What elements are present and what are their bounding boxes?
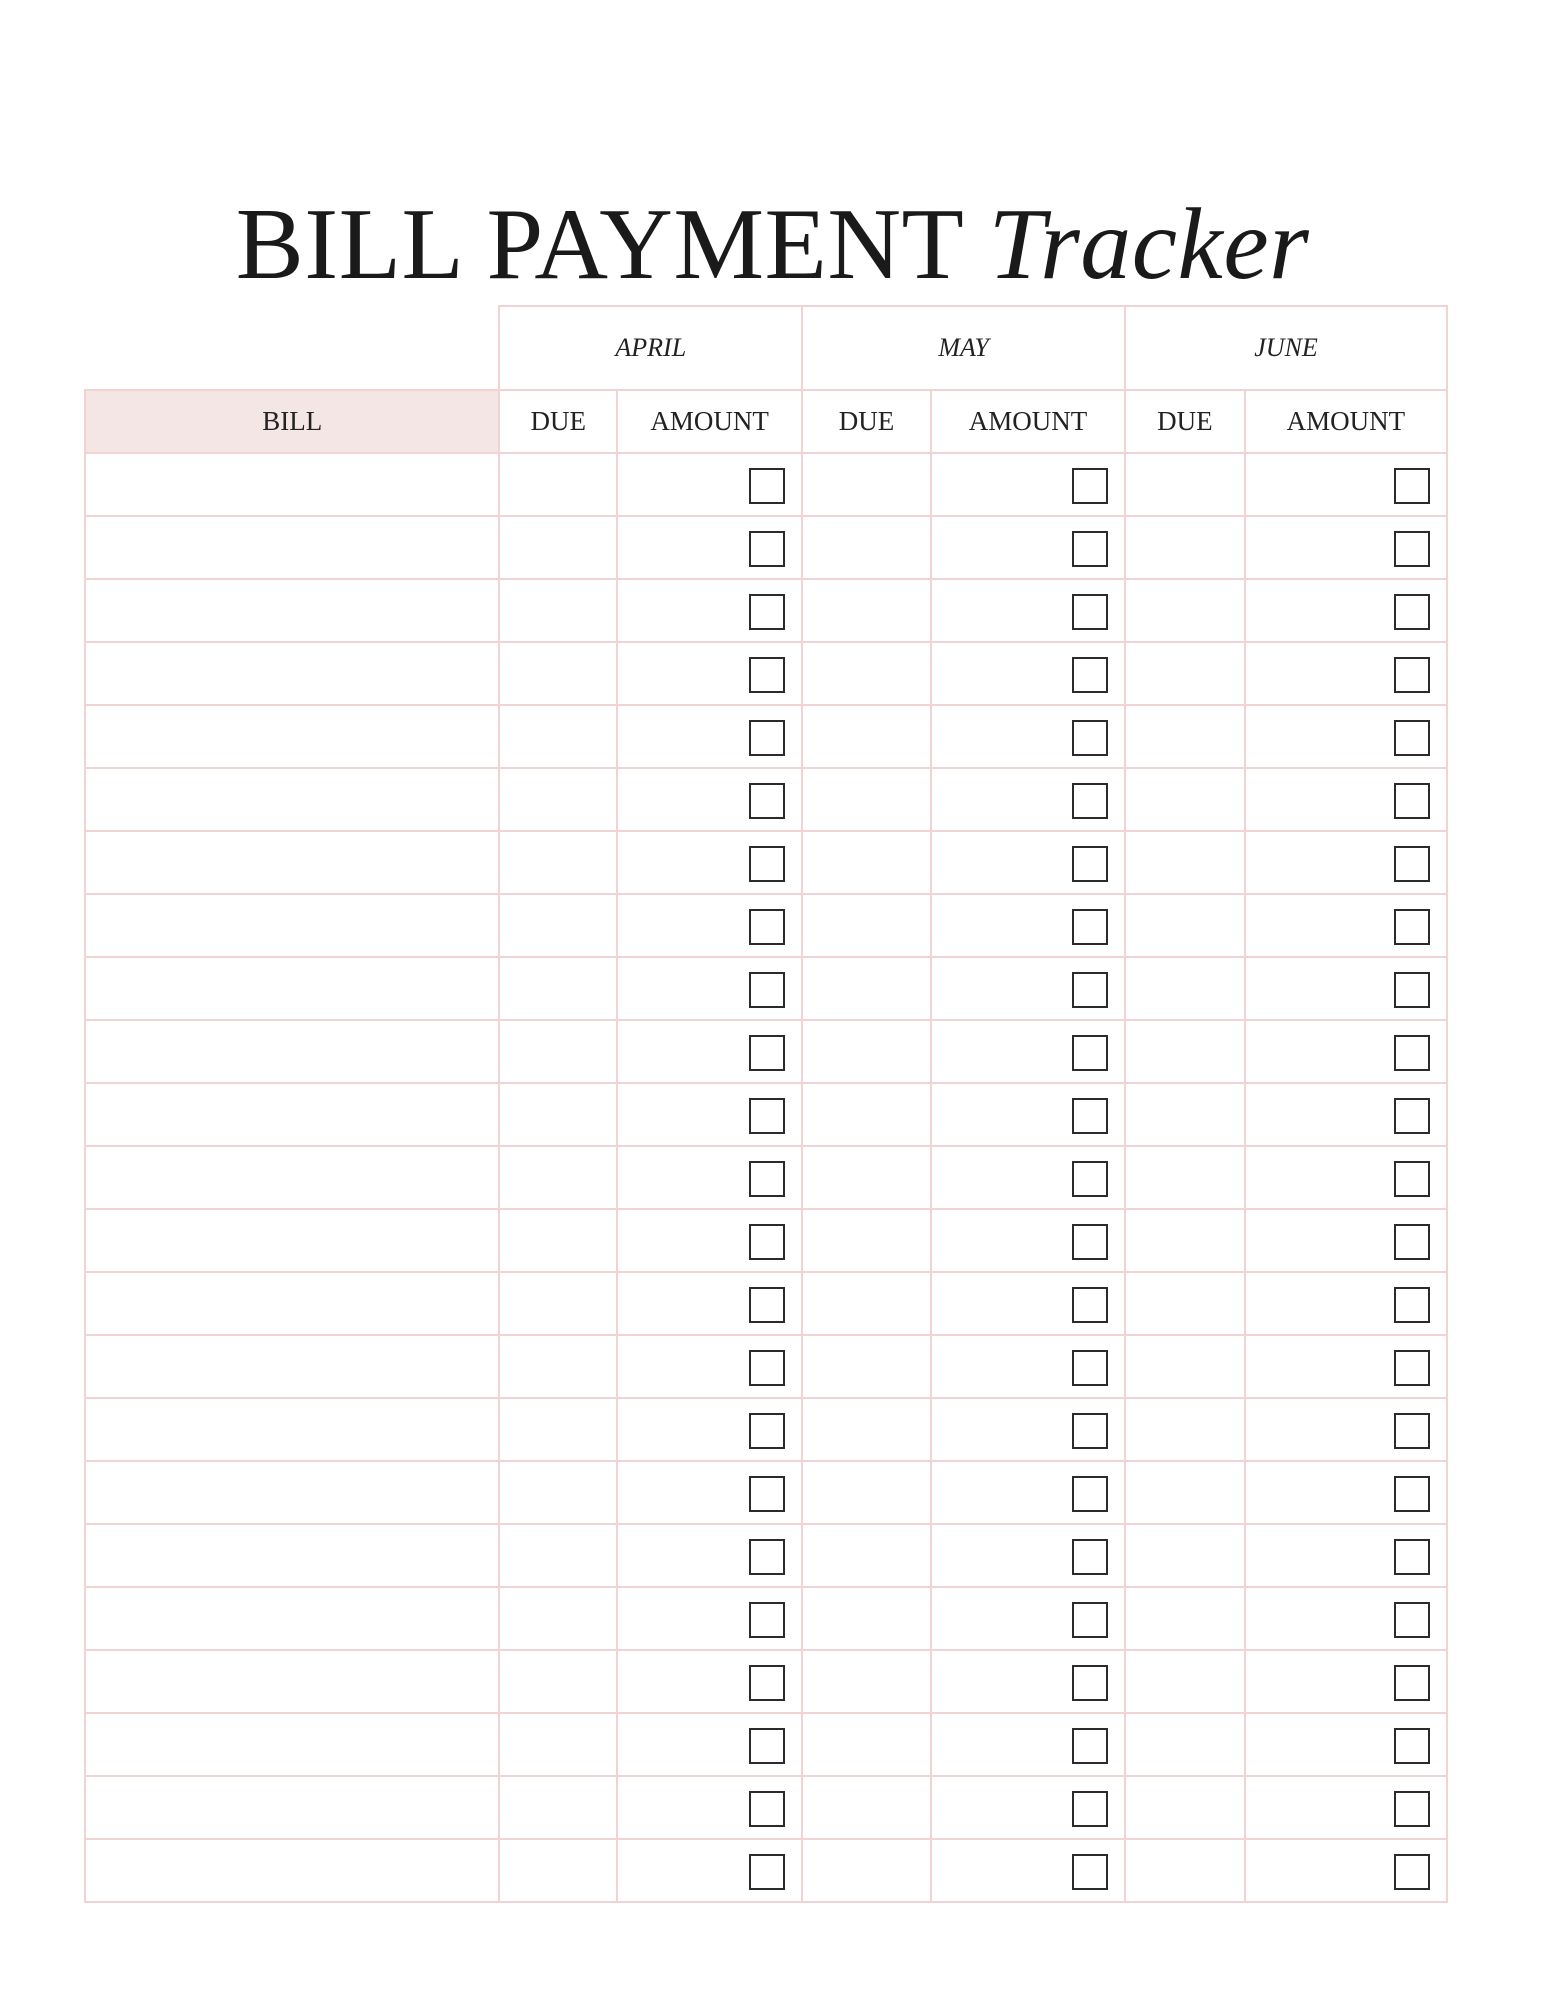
may-amount-cell[interactable] [931,1524,1125,1587]
april-due-cell[interactable] [499,1020,617,1083]
may-amount-cell[interactable] [931,1587,1125,1650]
april-paid-checkbox[interactable] [749,1350,785,1386]
page-title [0,186,1545,303]
may-paid-checkbox[interactable] [1072,1224,1108,1260]
table-row [85,1650,1447,1713]
may-paid-checkbox[interactable] [1072,1665,1108,1701]
table-row [85,1272,1447,1335]
may-paid-checkbox[interactable] [1072,1476,1108,1512]
june-amount-header: AMOUNT [1245,390,1447,453]
may-due-cell[interactable] [802,1776,931,1839]
may-amount-header: AMOUNT [931,390,1125,453]
april-amount-cell[interactable] [617,1020,802,1083]
table-row [85,894,1447,957]
bill-name-cell[interactable] [85,516,499,579]
may-paid-checkbox[interactable] [1072,1602,1108,1638]
june-due-cell[interactable] [1125,1146,1245,1209]
may-paid-checkbox[interactable] [1072,1539,1108,1575]
june-amount-cell[interactable] [1245,1272,1447,1335]
may-due-cell[interactable] [802,1335,931,1398]
june-due-cell[interactable] [1125,831,1245,894]
may-due-cell[interactable] [802,579,931,642]
table-row [85,1146,1447,1209]
june-paid-checkbox[interactable] [1394,1287,1430,1323]
april-amount-cell[interactable] [617,1146,802,1209]
may-amount-cell[interactable] [931,1272,1125,1335]
may-due-cell[interactable] [802,1713,931,1776]
june-paid-checkbox[interactable] [1394,468,1430,504]
may-due-cell[interactable] [802,642,931,705]
may-due-cell[interactable] [802,1461,931,1524]
april-paid-checkbox[interactable] [749,1539,785,1575]
april-due-cell[interactable] [499,705,617,768]
april-amount-cell[interactable] [617,894,802,957]
june-paid-checkbox[interactable] [1394,1035,1430,1071]
may-amount-cell[interactable] [931,1209,1125,1272]
april-paid-checkbox[interactable] [749,594,785,630]
june-amount-cell[interactable] [1245,1776,1447,1839]
june-amount-cell[interactable] [1245,1335,1447,1398]
april-paid-checkbox[interactable] [749,1413,785,1449]
bill-name-cell[interactable] [85,705,499,768]
june-amount-cell[interactable] [1245,1020,1447,1083]
june-paid-checkbox[interactable] [1394,909,1430,945]
april-due-cell[interactable] [499,831,617,894]
may-due-cell[interactable] [802,894,931,957]
june-paid-checkbox[interactable] [1394,972,1430,1008]
april-due-cell[interactable] [499,1587,617,1650]
may-paid-checkbox[interactable] [1072,1413,1108,1449]
june-due-cell[interactable] [1125,453,1245,516]
bill-name-cell[interactable] [85,1776,499,1839]
may-paid-checkbox[interactable] [1072,1098,1108,1134]
may-due-cell[interactable] [802,1272,931,1335]
april-paid-checkbox[interactable] [749,657,785,693]
june-due-cell[interactable] [1125,894,1245,957]
april-amount-cell[interactable] [617,1650,802,1713]
june-due-cell[interactable] [1125,1461,1245,1524]
april-amount-cell[interactable] [617,1776,802,1839]
may-due-cell[interactable] [802,1209,931,1272]
april-due-cell[interactable] [499,894,617,957]
title-main: BILL PAYMENT [235,188,963,302]
bill-name-cell[interactable] [85,1146,499,1209]
april-due-cell[interactable] [499,1209,617,1272]
bill-name-cell[interactable] [85,1209,499,1272]
bill-name-cell[interactable] [85,768,499,831]
month-header-row [85,306,1447,390]
june-paid-checkbox[interactable] [1394,1854,1430,1890]
april-paid-checkbox[interactable] [749,1098,785,1134]
april-due-cell[interactable] [499,1146,617,1209]
april-amount-cell[interactable] [617,1713,802,1776]
bill-name-cell[interactable] [85,1398,499,1461]
june-due-cell[interactable] [1125,642,1245,705]
april-paid-checkbox[interactable] [749,972,785,1008]
june-due-header: DUE [1125,390,1245,453]
may-due-cell[interactable] [802,516,931,579]
may-amount-cell[interactable] [931,1083,1125,1146]
april-amount-cell[interactable] [617,1083,802,1146]
table-row [85,1020,1447,1083]
june-paid-checkbox[interactable] [1394,1539,1430,1575]
june-paid-checkbox[interactable] [1394,1728,1430,1764]
june-paid-checkbox[interactable] [1394,783,1430,819]
june-amount-cell[interactable] [1245,705,1447,768]
june-paid-checkbox[interactable] [1394,1098,1430,1134]
june-paid-checkbox[interactable] [1394,657,1430,693]
april-due-cell[interactable] [499,642,617,705]
june-amount-cell[interactable] [1245,1650,1447,1713]
june-paid-checkbox[interactable] [1394,531,1430,567]
may-due-cell[interactable] [802,1587,931,1650]
may-amount-cell[interactable] [931,516,1125,579]
june-due-cell[interactable] [1125,1083,1245,1146]
may-paid-checkbox[interactable] [1072,657,1108,693]
may-due-cell[interactable] [802,957,931,1020]
june-due-cell[interactable] [1125,1839,1245,1902]
may-paid-checkbox[interactable] [1072,720,1108,756]
april-amount-cell[interactable] [617,1398,802,1461]
june-due-cell[interactable] [1125,1398,1245,1461]
bill-name-cell[interactable] [85,831,499,894]
april-amount-cell[interactable] [617,1524,802,1587]
april-due-cell[interactable] [499,1335,617,1398]
april-paid-checkbox[interactable] [749,1476,785,1512]
table-row [85,579,1447,642]
april-due-header: DUE [499,390,617,453]
may-due-cell[interactable] [802,1524,931,1587]
table-row [85,957,1447,1020]
june-due-cell[interactable] [1125,705,1245,768]
bill-name-cell[interactable] [85,1587,499,1650]
april-due-cell[interactable] [499,957,617,1020]
april-due-cell[interactable] [499,1650,617,1713]
may-amount-cell[interactable] [931,768,1125,831]
june-amount-cell[interactable] [1245,1398,1447,1461]
may-amount-cell[interactable] [931,1839,1125,1902]
tracker-body [85,453,1447,1902]
june-paid-checkbox[interactable] [1394,720,1430,756]
table-row [85,1335,1447,1398]
bill-column-header: BILL [85,390,499,453]
april-paid-checkbox[interactable] [749,1791,785,1827]
bill-tracker-table [84,305,1448,1903]
june-due-cell[interactable] [1125,1020,1245,1083]
may-paid-checkbox[interactable] [1072,594,1108,630]
april-amount-cell[interactable] [617,1461,802,1524]
april-due-cell[interactable] [499,1461,617,1524]
june-paid-checkbox[interactable] [1394,1665,1430,1701]
april-paid-checkbox[interactable] [749,1161,785,1197]
table-row [85,642,1447,705]
april-amount-cell[interactable] [617,1839,802,1902]
may-amount-cell[interactable] [931,1461,1125,1524]
table-row [85,831,1447,894]
april-due-cell[interactable] [499,579,617,642]
april-due-cell[interactable] [499,453,617,516]
may-due-cell[interactable] [802,1650,931,1713]
may-amount-cell[interactable] [931,1776,1125,1839]
june-paid-checkbox[interactable] [1394,1413,1430,1449]
bill-name-cell[interactable] [85,1272,499,1335]
may-paid-checkbox[interactable] [1072,1350,1108,1386]
april-paid-checkbox[interactable] [749,468,785,504]
bill-name-cell[interactable] [85,1839,499,1902]
may-amount-cell[interactable] [931,1020,1125,1083]
may-amount-cell[interactable] [931,894,1125,957]
table-row [85,1083,1447,1146]
april-amount-cell[interactable] [617,1209,802,1272]
may-amount-cell[interactable] [931,831,1125,894]
bill-name-cell[interactable] [85,453,499,516]
bill-name-cell[interactable] [85,894,499,957]
april-due-cell[interactable] [499,1776,617,1839]
may-paid-checkbox[interactable] [1072,531,1108,567]
june-due-cell[interactable] [1125,516,1245,579]
april-due-cell[interactable] [499,1272,617,1335]
may-due-cell[interactable] [802,453,931,516]
june-paid-checkbox[interactable] [1394,1602,1430,1638]
may-paid-checkbox[interactable] [1072,1287,1108,1323]
april-paid-checkbox[interactable] [749,1665,785,1701]
april-due-cell[interactable] [499,1524,617,1587]
june-amount-cell[interactable] [1245,453,1447,516]
june-amount-cell[interactable] [1245,1461,1447,1524]
may-amount-cell[interactable] [931,1146,1125,1209]
june-paid-checkbox[interactable] [1394,1224,1430,1260]
may-amount-cell[interactable] [931,453,1125,516]
table-row [85,1587,1447,1650]
bill-name-cell[interactable] [85,1524,499,1587]
may-paid-checkbox[interactable] [1072,1728,1108,1764]
table-row [85,1524,1447,1587]
april-amount-cell[interactable] [617,642,802,705]
may-paid-checkbox[interactable] [1072,972,1108,1008]
april-paid-checkbox[interactable] [749,783,785,819]
bill-name-cell[interactable] [85,1083,499,1146]
june-amount-cell[interactable] [1245,957,1447,1020]
june-due-cell[interactable] [1125,1713,1245,1776]
bill-name-cell[interactable] [85,579,499,642]
may-paid-checkbox[interactable] [1072,909,1108,945]
table-row [85,768,1447,831]
may-due-cell[interactable] [802,1398,931,1461]
june-due-cell[interactable] [1125,957,1245,1020]
table-row [85,1461,1447,1524]
table-row [85,516,1447,579]
june-due-cell[interactable] [1125,579,1245,642]
june-due-cell[interactable] [1125,1587,1245,1650]
june-amount-cell[interactable] [1245,1524,1447,1587]
june-amount-cell[interactable] [1245,894,1447,957]
april-amount-cell[interactable] [617,768,802,831]
june-paid-checkbox[interactable] [1394,1161,1430,1197]
april-amount-cell[interactable] [617,453,802,516]
april-paid-checkbox[interactable] [749,1035,785,1071]
may-paid-checkbox[interactable] [1072,846,1108,882]
april-amount-cell[interactable] [617,579,802,642]
may-amount-cell[interactable] [931,1398,1125,1461]
may-due-cell[interactable] [802,1083,931,1146]
april-amount-cell[interactable] [617,957,802,1020]
june-paid-checkbox[interactable] [1394,1350,1430,1386]
april-paid-checkbox[interactable] [749,1287,785,1323]
may-paid-checkbox[interactable] [1072,1161,1108,1197]
april-amount-cell[interactable] [617,831,802,894]
april-paid-checkbox[interactable] [749,1602,785,1638]
april-due-cell[interactable] [499,1083,617,1146]
april-paid-checkbox[interactable] [749,1854,785,1890]
may-amount-cell[interactable] [931,1335,1125,1398]
june-amount-cell[interactable] [1245,579,1447,642]
bill-name-cell[interactable] [85,1020,499,1083]
bill-name-cell[interactable] [85,642,499,705]
may-amount-cell[interactable] [931,1650,1125,1713]
june-due-cell[interactable] [1125,768,1245,831]
april-amount-cell[interactable] [617,1272,802,1335]
april-paid-checkbox[interactable] [749,720,785,756]
may-due-header: DUE [802,390,931,453]
bill-name-cell[interactable] [85,1461,499,1524]
june-due-cell[interactable] [1125,1524,1245,1587]
bill-name-cell[interactable] [85,957,499,1020]
table-row [85,705,1447,768]
june-due-cell[interactable] [1125,1272,1245,1335]
june-paid-checkbox[interactable] [1394,1791,1430,1827]
may-amount-cell[interactable] [931,579,1125,642]
table-row [85,1398,1447,1461]
april-paid-checkbox[interactable] [749,909,785,945]
june-amount-cell[interactable] [1245,1839,1447,1902]
column-header-row [85,390,1447,453]
may-due-cell[interactable] [802,705,931,768]
may-paid-checkbox[interactable] [1072,1854,1108,1890]
june-due-cell[interactable] [1125,1650,1245,1713]
bill-name-cell[interactable] [85,1713,499,1776]
may-due-cell[interactable] [802,831,931,894]
may-paid-checkbox[interactable] [1072,1035,1108,1071]
april-paid-checkbox[interactable] [749,531,785,567]
may-paid-checkbox[interactable] [1072,468,1108,504]
month-header-june: JUNE [1125,306,1447,390]
april-due-cell[interactable] [499,1713,617,1776]
may-paid-checkbox[interactable] [1072,783,1108,819]
april-paid-checkbox[interactable] [749,1224,785,1260]
june-amount-cell[interactable] [1245,1587,1447,1650]
june-amount-cell[interactable] [1245,768,1447,831]
april-due-cell[interactable] [499,768,617,831]
table-row [85,1209,1447,1272]
june-amount-cell[interactable] [1245,1083,1447,1146]
june-amount-cell[interactable] [1245,1146,1447,1209]
title-italic: Tracker [988,188,1310,302]
may-paid-checkbox[interactable] [1072,1791,1108,1827]
april-due-cell[interactable] [499,1839,617,1902]
june-amount-cell[interactable] [1245,516,1447,579]
april-paid-checkbox[interactable] [749,846,785,882]
june-amount-cell[interactable] [1245,1713,1447,1776]
table-row [85,1713,1447,1776]
may-amount-cell[interactable] [931,1713,1125,1776]
april-amount-cell[interactable] [617,1587,802,1650]
may-amount-cell[interactable] [931,957,1125,1020]
month-header-may: MAY [802,306,1125,390]
april-due-cell[interactable] [499,1398,617,1461]
may-due-cell[interactable] [802,1839,931,1902]
may-due-cell[interactable] [802,1020,931,1083]
april-amount-cell[interactable] [617,705,802,768]
june-amount-cell[interactable] [1245,831,1447,894]
june-paid-checkbox[interactable] [1394,594,1430,630]
may-amount-cell[interactable] [931,705,1125,768]
table-row [85,1776,1447,1839]
table-row [85,1839,1447,1902]
may-due-cell[interactable] [802,1146,931,1209]
april-amount-cell[interactable] [617,516,802,579]
table-row [85,453,1447,516]
june-paid-checkbox[interactable] [1394,1476,1430,1512]
april-amount-cell[interactable] [617,1335,802,1398]
month-header-april: APRIL [499,306,802,390]
bill-name-cell[interactable] [85,1335,499,1398]
april-amount-header: AMOUNT [617,390,802,453]
june-amount-cell[interactable] [1245,1209,1447,1272]
june-due-cell[interactable] [1125,1335,1245,1398]
april-due-cell[interactable] [499,516,617,579]
april-paid-checkbox[interactable] [749,1728,785,1764]
june-paid-checkbox[interactable] [1394,846,1430,882]
june-due-cell[interactable] [1125,1776,1245,1839]
june-amount-cell[interactable] [1245,642,1447,705]
may-amount-cell[interactable] [931,642,1125,705]
may-due-cell[interactable] [802,768,931,831]
blank-corner [85,306,499,390]
bill-name-cell[interactable] [85,1650,499,1713]
june-due-cell[interactable] [1125,1209,1245,1272]
